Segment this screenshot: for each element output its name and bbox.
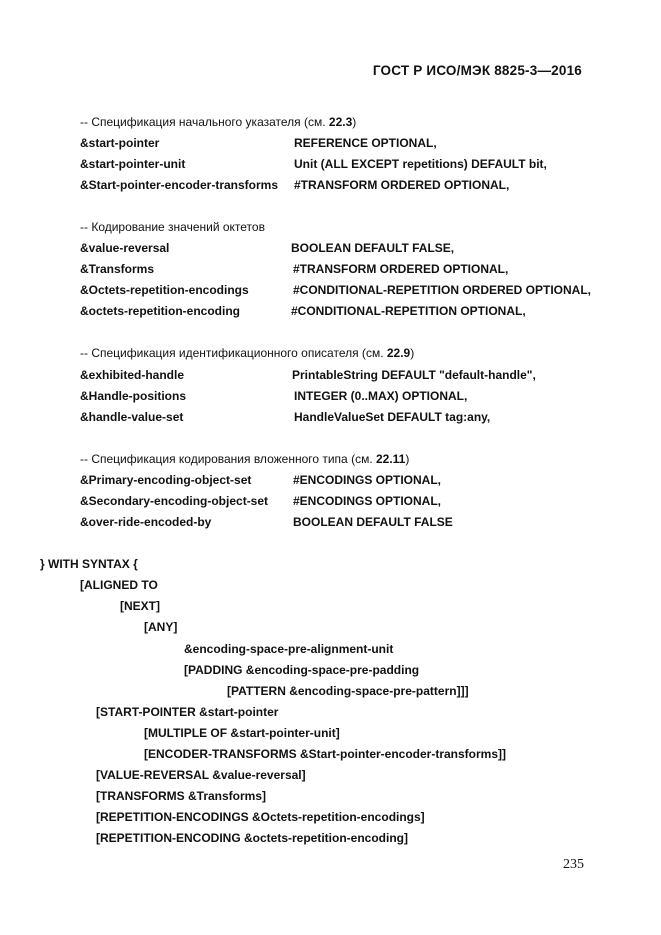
- section-comment: -- Спецификация начального указателя (см. 22.3): [80, 115, 357, 129]
- field-type: #CONDITIONAL-REPETITION ORDERED OPTIONAL,: [293, 283, 592, 297]
- field-type: REFERENCE OPTIONAL,: [294, 136, 437, 150]
- field-type: PrintableString DEFAULT "default-handle",: [292, 368, 536, 382]
- field-name: &over-ride-encoded-by: [80, 515, 212, 529]
- field-type: HandleValueSet DEFAULT tag:any,: [294, 410, 491, 424]
- field-type: #ENCODINGS OPTIONAL,: [293, 494, 442, 508]
- field-name: &Secondary-encoding-object-set: [80, 494, 269, 508]
- field-name: &Start-pointer-encoder-transforms: [80, 178, 279, 192]
- field-name: &exhibited-handle: [80, 368, 185, 382]
- syntax-line: [TRANSFORMS &Transforms]: [96, 789, 267, 803]
- section-comment: -- Спецификация идентификационного описателя (см. 22.9): [80, 346, 415, 360]
- document-header: ГОСТ Р ИСО/МЭК 8825-3—2016: [372, 63, 582, 78]
- section-comment: -- Кодирование значений октетов: [80, 220, 265, 234]
- syntax-line: [ALIGNED TO: [80, 578, 158, 592]
- field-name: &Octets-repetition-encodings: [80, 283, 249, 297]
- field-type: INTEGER (0..MAX) OPTIONAL,: [294, 389, 468, 403]
- syntax-line: [ANY]: [144, 620, 178, 634]
- syntax-line: [REPETITION-ENCODING &octets-repetition-encoding]: [96, 831, 408, 845]
- syntax-line: [PADDING &encoding-space-pre-padding: [184, 663, 420, 677]
- field-type: #ENCODINGS OPTIONAL,: [293, 473, 442, 487]
- syntax-line: [MULTIPLE OF &start-pointer-unit]: [144, 726, 340, 740]
- syntax-line: [REPETITION-ENCODINGS &Octets-repetition-encodings]: [96, 810, 425, 824]
- field-type: BOOLEAN DEFAULT FALSE: [293, 515, 453, 529]
- page-number: 235: [563, 857, 584, 872]
- section-comment: -- Спецификация кодирования вложенного типа (см. 22.11): [80, 452, 410, 466]
- syntax-open: } WITH SYNTAX {: [40, 557, 138, 571]
- field-name: &start-pointer-unit: [80, 157, 186, 171]
- field-name: &octets-repetition-encoding: [80, 304, 241, 318]
- field-name: &Primary-encoding-object-set: [80, 473, 252, 487]
- field-type: #TRANSFORM ORDERED OPTIONAL,: [294, 178, 510, 192]
- syntax-line: [START-POINTER &start-pointer: [96, 705, 279, 719]
- field-type: BOOLEAN DEFAULT FALSE,: [291, 241, 455, 255]
- syntax-line: [NEXT]: [120, 599, 160, 613]
- field-name: &handle-value-set: [80, 410, 184, 424]
- field-name: &value-reversal: [80, 241, 170, 255]
- syntax-line: [ENCODER-TRANSFORMS &Start-pointer-encoder-transforms]]: [144, 747, 507, 761]
- field-type: #CONDITIONAL-REPETITION OPTIONAL,: [291, 304, 526, 318]
- syntax-line: [VALUE-REVERSAL &value-reversal]: [96, 768, 306, 782]
- field-name: &Transforms: [80, 262, 155, 276]
- syntax-line: &encoding-space-pre-alignment-unit: [184, 642, 394, 656]
- field-name: &start-pointer: [80, 136, 160, 150]
- field-type: #TRANSFORM ORDERED OPTIONAL,: [293, 262, 509, 276]
- field-type: Unit (ALL EXCEPT repetitions) DEFAULT bit,: [294, 157, 547, 171]
- syntax-line: [PATTERN &encoding-space-pre-pattern]]]: [227, 684, 469, 698]
- field-name: &Handle-positions: [80, 389, 187, 403]
